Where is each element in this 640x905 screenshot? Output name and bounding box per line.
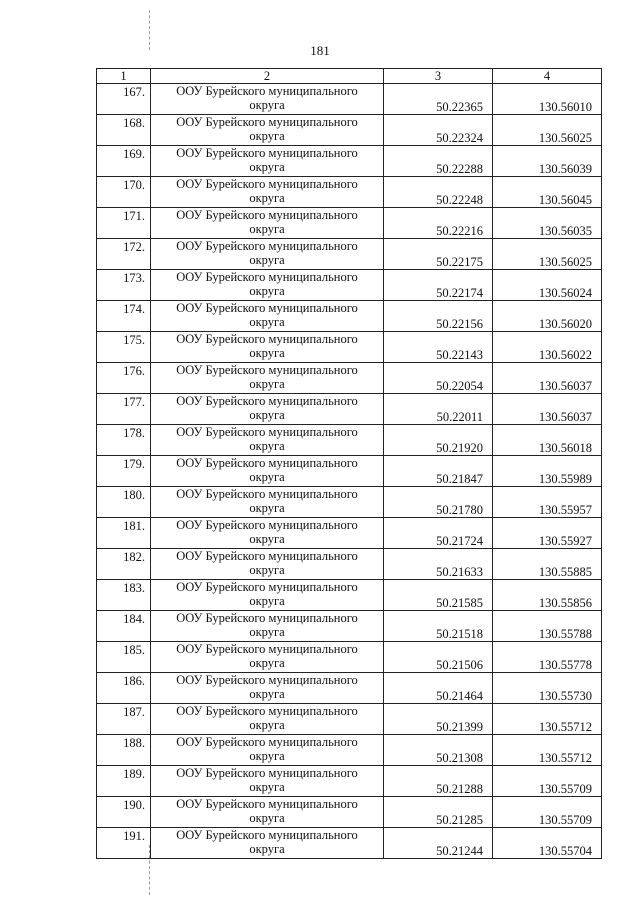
row-name bbox=[151, 115, 384, 146]
row-number: 176. bbox=[97, 363, 151, 394]
row-number: 186. bbox=[97, 673, 151, 704]
row-name-line2: округа bbox=[249, 594, 285, 608]
row-longitude: 130.55709 bbox=[493, 797, 602, 828]
row-name-line2: округа bbox=[249, 315, 285, 329]
row-name-line2: округа bbox=[249, 532, 285, 546]
row-name bbox=[151, 673, 384, 704]
row-name bbox=[151, 270, 384, 301]
row-name bbox=[151, 332, 384, 363]
row-latitude: 50.22143 bbox=[384, 332, 493, 363]
row-latitude: 50.21847 bbox=[384, 456, 493, 487]
row-latitude: 50.21399 bbox=[384, 704, 493, 735]
row-name-line2: округа bbox=[249, 842, 285, 856]
row-longitude: 130.55704 bbox=[493, 828, 602, 859]
row-number: 175. bbox=[97, 332, 151, 363]
row-latitude: 50.22054 bbox=[384, 363, 493, 394]
row-longitude: 130.55788 bbox=[493, 611, 602, 642]
row-name bbox=[151, 363, 384, 394]
row-name-line2: округа bbox=[249, 222, 285, 236]
table-row bbox=[97, 735, 602, 766]
row-longitude: 130.55856 bbox=[493, 580, 602, 611]
row-name-line1: ООУ Бурейского муниципального bbox=[176, 766, 358, 780]
row-name-line1: ООУ Бурейского муниципального bbox=[176, 301, 358, 315]
row-name-line2: округа bbox=[249, 687, 285, 701]
column-header-4: 4 bbox=[493, 69, 602, 84]
row-name bbox=[151, 828, 384, 859]
row-latitude: 50.22324 bbox=[384, 115, 493, 146]
row-number: 177. bbox=[97, 394, 151, 425]
row-latitude: 50.21285 bbox=[384, 797, 493, 828]
row-latitude: 50.22365 bbox=[384, 84, 493, 115]
table-header-row bbox=[97, 69, 602, 84]
row-longitude: 130.56039 bbox=[493, 146, 602, 177]
row-number: 190. bbox=[97, 797, 151, 828]
row-number: 180. bbox=[97, 487, 151, 518]
table-row bbox=[97, 766, 602, 797]
row-name-line1: ООУ Бурейского муниципального bbox=[176, 394, 358, 408]
table-row bbox=[97, 797, 602, 828]
table-row bbox=[97, 239, 602, 270]
row-name bbox=[151, 642, 384, 673]
row-name-line2: округа bbox=[249, 377, 285, 391]
row-longitude: 130.55712 bbox=[493, 704, 602, 735]
row-name-line2: округа bbox=[249, 718, 285, 732]
row-name-line1: ООУ Бурейского муниципального bbox=[176, 487, 358, 501]
row-name bbox=[151, 456, 384, 487]
row-number: 173. bbox=[97, 270, 151, 301]
row-latitude: 50.22011 bbox=[384, 394, 493, 425]
row-latitude: 50.21506 bbox=[384, 642, 493, 673]
row-name-line1: ООУ Бурейского муниципального bbox=[176, 177, 358, 191]
row-name bbox=[151, 580, 384, 611]
row-name-line1: ООУ Бурейского муниципального bbox=[176, 828, 358, 842]
table-row bbox=[97, 84, 602, 115]
row-name bbox=[151, 518, 384, 549]
row-longitude: 130.55957 bbox=[493, 487, 602, 518]
row-latitude: 50.21780 bbox=[384, 487, 493, 518]
row-name-line2: округа bbox=[249, 160, 285, 174]
row-longitude: 130.55730 bbox=[493, 673, 602, 704]
row-latitude: 50.21633 bbox=[384, 549, 493, 580]
table-row bbox=[97, 704, 602, 735]
table-row bbox=[97, 549, 602, 580]
row-number: 167. bbox=[97, 84, 151, 115]
table-row bbox=[97, 208, 602, 239]
table-row bbox=[97, 146, 602, 177]
table-row bbox=[97, 518, 602, 549]
row-name bbox=[151, 735, 384, 766]
row-latitude: 50.22288 bbox=[384, 146, 493, 177]
row-name-line2: округа bbox=[249, 780, 285, 794]
row-longitude: 130.56037 bbox=[493, 363, 602, 394]
row-longitude: 130.56018 bbox=[493, 425, 602, 456]
row-name-line1: ООУ Бурейского муниципального bbox=[176, 704, 358, 718]
row-latitude: 50.21518 bbox=[384, 611, 493, 642]
row-name-line1: ООУ Бурейского муниципального bbox=[176, 115, 358, 129]
row-name-line2: округа bbox=[249, 439, 285, 453]
row-name-line1: ООУ Бурейского муниципального bbox=[176, 146, 358, 160]
table-row bbox=[97, 580, 602, 611]
row-name-line1: ООУ Бурейского муниципального bbox=[176, 642, 358, 656]
row-name bbox=[151, 549, 384, 580]
row-latitude: 50.21724 bbox=[384, 518, 493, 549]
row-longitude: 130.55927 bbox=[493, 518, 602, 549]
row-name-line1: ООУ Бурейского муниципального bbox=[176, 425, 358, 439]
row-name bbox=[151, 766, 384, 797]
table-row bbox=[97, 363, 602, 394]
row-latitude: 50.22156 bbox=[384, 301, 493, 332]
column-header-1: 1 bbox=[97, 69, 151, 84]
row-name-line2: округа bbox=[249, 563, 285, 577]
row-name bbox=[151, 84, 384, 115]
row-name bbox=[151, 487, 384, 518]
row-name-line1: ООУ Бурейского муниципального bbox=[176, 332, 358, 346]
row-latitude: 50.22216 bbox=[384, 208, 493, 239]
row-name-line2: округа bbox=[249, 470, 285, 484]
row-number: 184. bbox=[97, 611, 151, 642]
row-name-line1: ООУ Бурейского муниципального bbox=[176, 518, 358, 532]
table-row bbox=[97, 301, 602, 332]
row-number: 169. bbox=[97, 146, 151, 177]
row-longitude: 130.56025 bbox=[493, 239, 602, 270]
row-latitude: 50.21920 bbox=[384, 425, 493, 456]
row-latitude: 50.21308 bbox=[384, 735, 493, 766]
row-longitude: 130.56010 bbox=[493, 84, 602, 115]
row-name-line1: ООУ Бурейского муниципального bbox=[176, 611, 358, 625]
row-name-line1: ООУ Бурейского муниципального bbox=[176, 270, 358, 284]
table-row bbox=[97, 177, 602, 208]
row-name-line2: округа bbox=[249, 656, 285, 670]
table-row bbox=[97, 611, 602, 642]
row-longitude: 130.56025 bbox=[493, 115, 602, 146]
row-latitude: 50.22174 bbox=[384, 270, 493, 301]
row-longitude: 130.55778 bbox=[493, 642, 602, 673]
row-name-line2: округа bbox=[249, 253, 285, 267]
coordinates-table bbox=[96, 68, 602, 859]
row-name-line2: округа bbox=[249, 98, 285, 112]
row-number: 189. bbox=[97, 766, 151, 797]
row-name bbox=[151, 611, 384, 642]
row-latitude: 50.21288 bbox=[384, 766, 493, 797]
row-name bbox=[151, 146, 384, 177]
row-name-line2: округа bbox=[249, 346, 285, 360]
row-name-line2: округа bbox=[249, 129, 285, 143]
row-latitude: 50.21244 bbox=[384, 828, 493, 859]
column-header-3: 3 bbox=[384, 69, 493, 84]
row-latitude: 50.21464 bbox=[384, 673, 493, 704]
table-row bbox=[97, 673, 602, 704]
row-name bbox=[151, 704, 384, 735]
row-longitude: 130.56045 bbox=[493, 177, 602, 208]
row-number: 182. bbox=[97, 549, 151, 580]
row-name-line2: округа bbox=[249, 811, 285, 825]
table-row bbox=[97, 425, 602, 456]
row-number: 187. bbox=[97, 704, 151, 735]
row-number: 168. bbox=[97, 115, 151, 146]
row-name-line1: ООУ Бурейского муниципального bbox=[176, 239, 358, 253]
row-name-line1: ООУ Бурейского муниципального bbox=[176, 84, 358, 98]
row-number: 178. bbox=[97, 425, 151, 456]
row-number: 191. bbox=[97, 828, 151, 859]
table-row bbox=[97, 642, 602, 673]
row-number: 174. bbox=[97, 301, 151, 332]
table-row bbox=[97, 828, 602, 859]
row-name-line1: ООУ Бурейского муниципального bbox=[176, 456, 358, 470]
row-number: 181. bbox=[97, 518, 151, 549]
row-latitude: 50.21585 bbox=[384, 580, 493, 611]
row-name-line2: округа bbox=[249, 749, 285, 763]
row-number: 188. bbox=[97, 735, 151, 766]
row-name-line1: ООУ Бурейского муниципального bbox=[176, 549, 358, 563]
row-name-line2: округа bbox=[249, 284, 285, 298]
table-row bbox=[97, 456, 602, 487]
row-number: 179. bbox=[97, 456, 151, 487]
row-name-line1: ООУ Бурейского муниципального bbox=[176, 797, 358, 811]
table-row bbox=[97, 394, 602, 425]
row-name-line1: ООУ Бурейского муниципального bbox=[176, 580, 358, 594]
row-name-line1: ООУ Бурейского муниципального bbox=[176, 208, 358, 222]
row-number: 183. bbox=[97, 580, 151, 611]
row-longitude: 130.56022 bbox=[493, 332, 602, 363]
row-name bbox=[151, 394, 384, 425]
row-name-line2: округа bbox=[249, 625, 285, 639]
row-name bbox=[151, 797, 384, 828]
row-name bbox=[151, 208, 384, 239]
row-name-line1: ООУ Бурейского муниципального bbox=[176, 673, 358, 687]
row-longitude: 130.56020 bbox=[493, 301, 602, 332]
row-longitude: 130.55989 bbox=[493, 456, 602, 487]
row-number: 172. bbox=[97, 239, 151, 270]
table-row bbox=[97, 270, 602, 301]
row-longitude: 130.56024 bbox=[493, 270, 602, 301]
row-name-line1: ООУ Бурейского муниципального bbox=[176, 363, 358, 377]
row-latitude: 50.22248 bbox=[384, 177, 493, 208]
row-name-line2: округа bbox=[249, 191, 285, 205]
row-number: 171. bbox=[97, 208, 151, 239]
column-header-2: 2 bbox=[151, 69, 384, 84]
row-longitude: 130.55709 bbox=[493, 766, 602, 797]
row-longitude: 130.55712 bbox=[493, 735, 602, 766]
row-name bbox=[151, 425, 384, 456]
row-name-line2: округа bbox=[249, 408, 285, 422]
row-name bbox=[151, 301, 384, 332]
table-row bbox=[97, 115, 602, 146]
table-row bbox=[97, 487, 602, 518]
row-number: 170. bbox=[97, 177, 151, 208]
row-name-line2: округа bbox=[249, 501, 285, 515]
row-name-line1: ООУ Бурейского муниципального bbox=[176, 735, 358, 749]
row-longitude: 130.55885 bbox=[493, 549, 602, 580]
row-name bbox=[151, 177, 384, 208]
table-row bbox=[97, 332, 602, 363]
row-number: 185. bbox=[97, 642, 151, 673]
row-latitude: 50.22175 bbox=[384, 239, 493, 270]
row-longitude: 130.56035 bbox=[493, 208, 602, 239]
row-longitude: 130.56037 bbox=[493, 394, 602, 425]
row-name bbox=[151, 239, 384, 270]
page-number: 181 bbox=[310, 43, 330, 58]
